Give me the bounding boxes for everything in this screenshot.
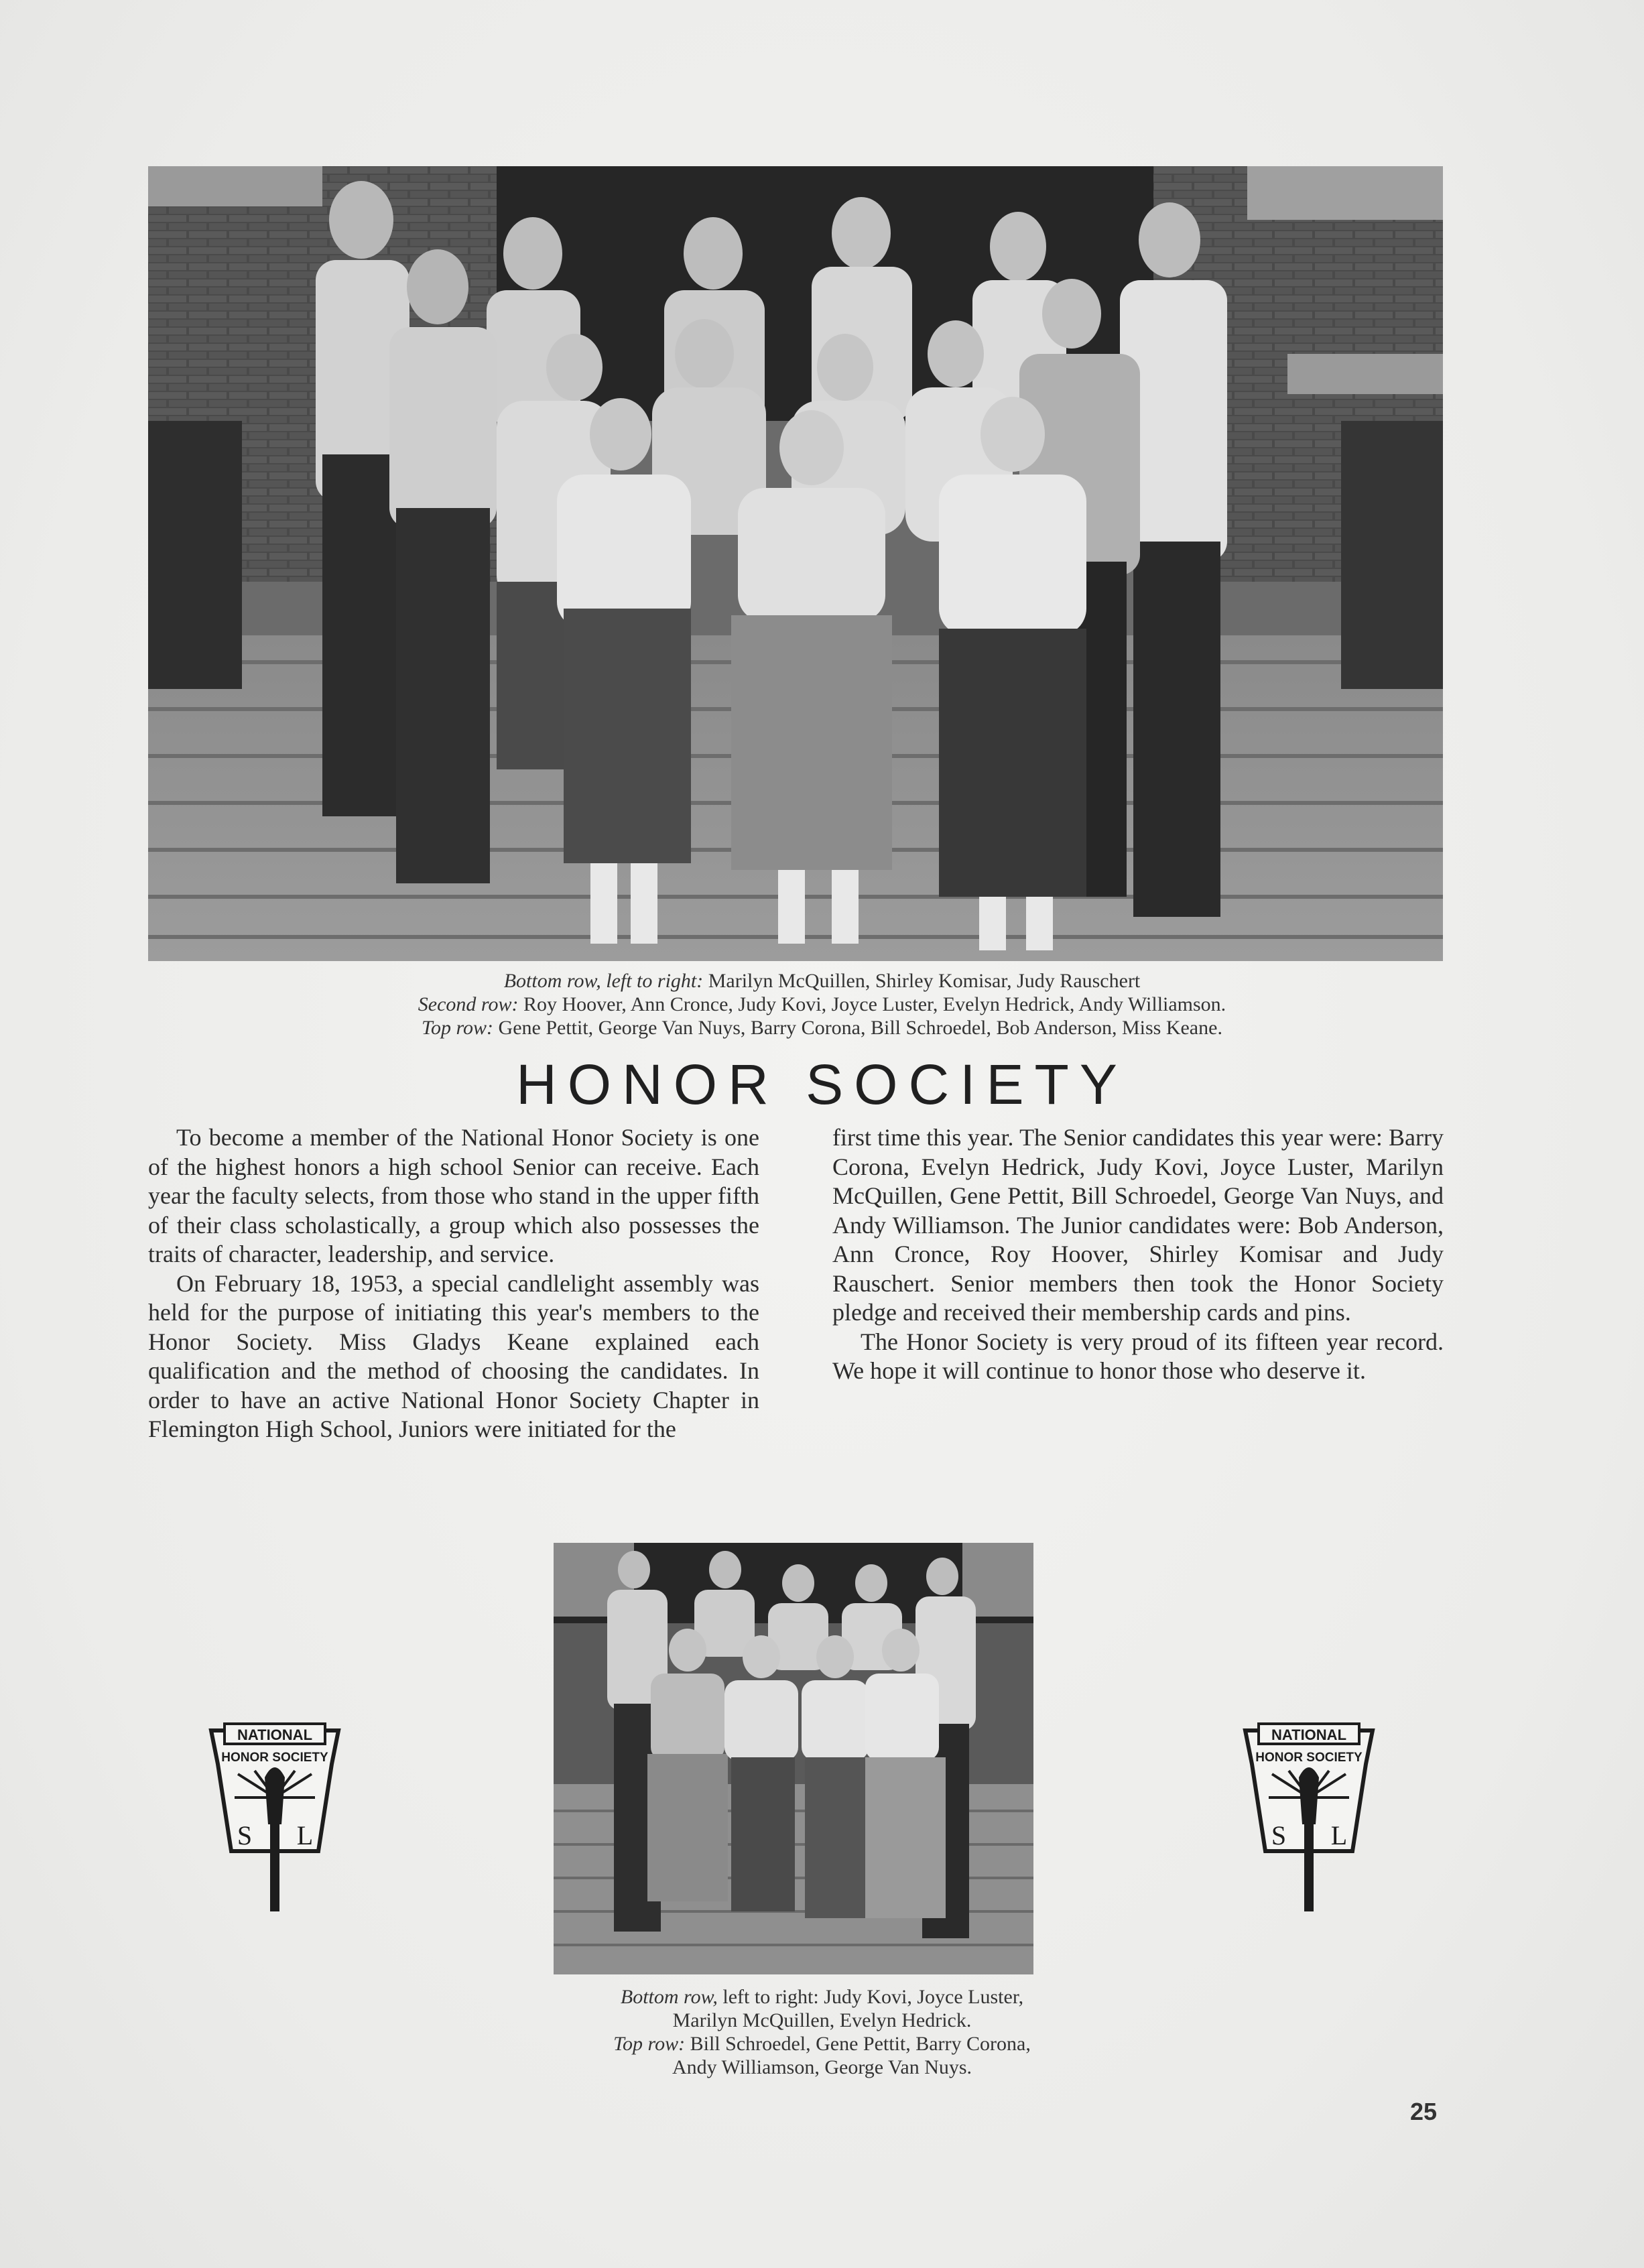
- page-number: 25: [1410, 2098, 1438, 2125]
- body-paragraph: To become a member of the National Honor Society is one of the highest honors a high school Senior can receive. Each year the faculty selects, from those who stand in the upper fifth of their class scholastically, a group which also possesses the traits of character, leadership, and service.: [148, 1124, 759, 1267]
- top-group-photo: [148, 166, 1443, 961]
- emblem-letter-left: S: [237, 1820, 253, 1850]
- top-photo-caption: [0, 969, 1644, 1040]
- emblem-letter-right: L: [1330, 1820, 1348, 1850]
- bottom-caption-line-1: Bottom row, left to right: Judy Kovi, Joyce Luster,: [620, 1986, 1024, 2008]
- body-column-right: [832, 1123, 1444, 1386]
- body-paragraph: first time this year. The Senior candidates this year were: Barry Corona, Evelyn Hedrick, Judy Kovi, Joyce Luster, Marilyn McQuillen, Gene Pettit, Bill Schroedel, George Van Nuys, and Andy Williamson. The Junior candidates were: Bob Anderson, Ann Cronce, Roy Hoover, Shirley Komisar and Judy Rauschert. Senior members then took the Honor Society pledge and received their membership cards and pins.: [832, 1124, 1444, 1326]
- top-caption-line-2: Second row: Roy Hoover, Ann Cronce, Judy Kovi, Joyce Luster, Evelyn Hedrick, Andy Williamson.: [418, 993, 1226, 1015]
- emblem-letter-right: L: [296, 1820, 314, 1850]
- bottom-caption-line-4: Andy Williamson, George Van Nuys.: [672, 2056, 972, 2078]
- top-caption-line-3: Top row: Gene Pettit, George Van Nuys, Barry Corona, Bill Schroedel, Bob Anderson, Miss Keane.: [422, 1017, 1222, 1039]
- bottom-group-photo: [554, 1543, 1033, 1974]
- emblem-line-2: HONOR SOCIETY: [221, 1751, 328, 1765]
- bottom-caption-line-3: Top row: Bill Schroedel, Gene Pettit, Barry Corona,: [613, 2033, 1031, 2055]
- body-paragraph: On February 18, 1953, a special candlelight assembly was held for the purpose of initiating this year's members to the Honor Society. Miss Gladys Keane explained each qualification and the method of choosing the candidates. In order to have an active National Honor Society Chapter in Flemington High School, Juniors were initiated for the: [148, 1269, 759, 1442]
- emblem-line-1: NATIONAL: [237, 1726, 313, 1743]
- emblem-letter-left: S: [1271, 1820, 1287, 1850]
- honor-society-emblem-right: [1232, 1710, 1386, 1918]
- body-paragraph: The Honor Society is very proud of its fifteen year record. We hope it will continue to honor those who deserve it.: [832, 1328, 1444, 1384]
- page-title: HONOR SOCIETY: [516, 1053, 1128, 1116]
- honor-society-emblem-left: [198, 1710, 352, 1918]
- emblem-line-1: NATIONAL: [1271, 1726, 1347, 1743]
- bottom-photo-caption: [0, 1985, 1644, 2079]
- bottom-caption-line-2: Marilyn McQuillen, Evelyn Hedrick.: [672, 2009, 972, 2031]
- top-caption-line-1: Bottom row, left to right: Marilyn McQuillen, Shirley Komisar, Judy Rauschert: [503, 970, 1141, 992]
- emblem-line-2: HONOR SOCIETY: [1255, 1751, 1363, 1765]
- body-column-left: [148, 1123, 759, 1444]
